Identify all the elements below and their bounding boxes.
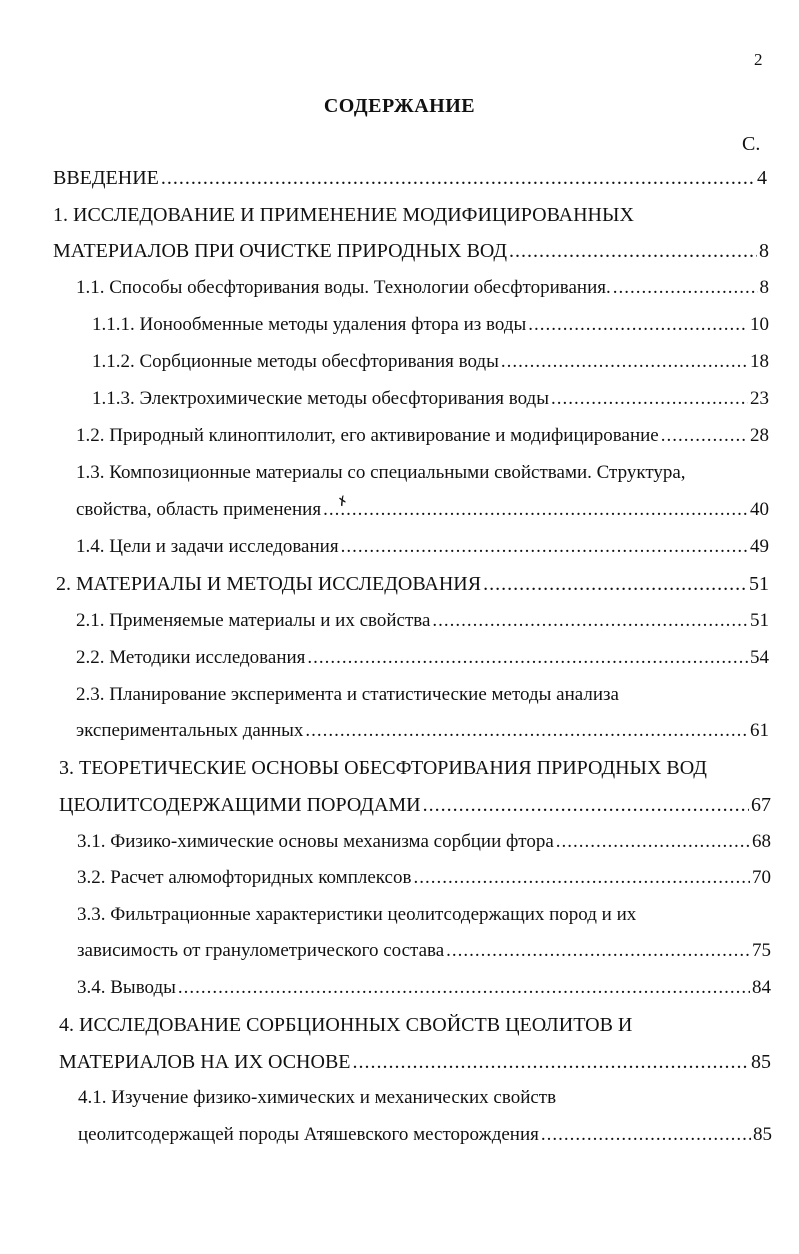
toc-entry-chapter-3[interactable] (59, 793, 771, 817)
leader-dots (613, 276, 758, 300)
leader-dots (556, 830, 750, 854)
toc-entry-page: 8 (759, 240, 769, 262)
toc-entry-page: 51 (749, 573, 769, 595)
toc-entry-text: 1.4. Цели и задачи исследования (76, 536, 339, 557)
toc-entry-page: 28 (750, 425, 769, 446)
leader-dots (483, 572, 747, 596)
toc-entry-chapter-1[interactable] (53, 239, 769, 263)
toc-entry-text: цеолитсодержащей породы Атяшевского месторождения (78, 1124, 539, 1145)
toc-entry-4-1-line1: 4.1. Изучение физико-химических и механических свойств (78, 1087, 557, 1108)
leader-dots (501, 350, 748, 374)
leader-dots (413, 866, 750, 890)
toc-entry-text: 2.2. Методики исследования (76, 647, 306, 668)
toc-entry-page: 61 (750, 720, 769, 741)
toc-entry-page: 85 (751, 1051, 771, 1073)
leader-dots (661, 424, 748, 448)
toc-entry-1-1-3[interactable] (92, 387, 769, 411)
toc-entry-page: 23 (750, 388, 769, 409)
toc-entry-page: 10 (750, 314, 769, 335)
toc-entry-3-4[interactable] (77, 976, 771, 1000)
toc-entry-2-3-line1: 2.3. Планирование эксперимента и статистические методы анализа (76, 684, 619, 705)
toc-entry-page: 68 (752, 831, 771, 852)
page-title: СОДЕРЖАНИЕ (323, 95, 476, 117)
toc-entry-text: 1.1.2. Сорбционные методы обесфторивания воды (92, 351, 499, 372)
toc-entry-text: 1.2. Природный клиноптилолит, его активирование и модифицирование (76, 425, 659, 446)
toc-entry-3-2[interactable] (77, 866, 771, 890)
toc-entry-text: зависимость от гранулометрического состава (77, 940, 445, 961)
toc-entry-text: МАТЕРИАЛОВ НА ИХ ОСНОВЕ (59, 1051, 351, 1073)
leader-dots (323, 498, 748, 522)
toc-entry-text: 3.4. Выводы (77, 977, 176, 998)
toc-entry-chapter-1-line1: 1. ИССЛЕДОВАНИЕ И ПРИМЕНЕНИЕ МОДИФИЦИРОВАННЫХ (53, 204, 634, 226)
toc-entry-text: 1.1.1. Ионообменные методы удаления фтора из воды (92, 314, 527, 335)
toc-entry-2-2[interactable] (76, 646, 769, 670)
toc-entry-page: 84 (752, 977, 771, 998)
toc-entry-page: 67 (751, 794, 771, 816)
toc-entry-1-1-1[interactable] (92, 313, 769, 337)
leader-dots (305, 719, 748, 743)
toc-entry-page: 70 (752, 867, 771, 888)
toc-entry-chapter-2[interactable] (56, 572, 769, 596)
leader-dots (161, 166, 755, 190)
toc-entry-4-1[interactable] (78, 1123, 772, 1147)
stray-mark-icon: ✗ (334, 492, 351, 510)
toc-entry-3-1[interactable] (77, 830, 771, 854)
leader-dots (551, 387, 748, 411)
leader-dots (432, 609, 748, 633)
toc-entry-1-3-line1: 1.3. Композиционные материалы со специальными свойствами. Структура, (76, 462, 686, 483)
toc-entry-page: 8 (759, 277, 769, 298)
toc-entry-1-1-2[interactable] (92, 350, 769, 374)
leader-dots (446, 939, 750, 963)
toc-entry-text: ВВЕДЕНИЕ (53, 167, 159, 189)
toc-entry-page: 4 (757, 167, 767, 189)
toc-entry-page: 85 (753, 1124, 772, 1145)
toc-entry-1-4[interactable] (76, 535, 769, 559)
toc-entry-2-3[interactable] (76, 719, 769, 743)
toc-entry-page: 51 (750, 610, 769, 631)
leader-dots (528, 313, 748, 337)
toc-entry-page: 49 (750, 536, 769, 557)
toc-entry-1-3[interactable] (76, 498, 769, 522)
toc-entry-3-3-line1: 3.3. Фильтрационные характеристики цеолитсодержащих пород и их (77, 904, 637, 925)
leader-dots (509, 239, 757, 263)
toc-entry-text: МАТЕРИАЛОВ ПРИ ОЧИСТКЕ ПРИРОДНЫХ ВОД (53, 240, 507, 262)
toc-entry-text: свойства, область применения (76, 499, 322, 520)
toc-entry-text: 2.1. Применяемые материалы и их свойства (76, 610, 431, 631)
page-column-label: С. (742, 133, 761, 155)
toc-entry-2-1[interactable] (76, 609, 769, 633)
toc-entry-chapter-3-line1: 3. ТЕОРЕТИЧЕСКИЕ ОСНОВЫ ОБЕСФТОРИВАНИЯ ПРИРОДНЫХ ВОД (59, 757, 707, 779)
toc-entry-page: 54 (750, 647, 769, 668)
toc-entry-1-1[interactable] (76, 276, 769, 300)
toc-entry-introduction[interactable] (53, 166, 767, 190)
leader-dots (423, 793, 749, 817)
toc-entry-1-2[interactable] (76, 424, 769, 448)
toc-entry-page: 18 (750, 351, 769, 372)
leader-dots (353, 1050, 749, 1074)
toc-entry-chapter-4-line1: 4. ИССЛЕДОВАНИЕ СОРБЦИОННЫХ СВОЙСТВ ЦЕОЛИТОВ И (59, 1014, 633, 1036)
toc-entry-page: 40 (750, 499, 769, 520)
toc-entry-page: 75 (752, 940, 771, 961)
page-number: 2 (754, 50, 763, 69)
toc-entry-text: 1.1.3. Электрохимические методы обесфторивания воды (92, 388, 549, 409)
toc-entry-3-3[interactable] (77, 939, 771, 963)
leader-dots (178, 976, 750, 1000)
toc-entry-chapter-4[interactable] (59, 1050, 771, 1074)
toc-entry-text: 3.1. Физико-химические основы механизма сорбции фтора (77, 831, 554, 852)
toc-entry-text: экспериментальных данных (76, 720, 304, 741)
toc-entry-text: 3.2. Расчет алюмофторидных комплексов (77, 867, 412, 888)
toc-entry-text: 2. МАТЕРИАЛЫ И МЕТОДЫ ИССЛЕДОВАНИЯ (56, 573, 482, 595)
leader-dots (307, 646, 748, 670)
toc-entry-text: 1.1. Способы обесфторивания воды. Технологии обесфторивания. (76, 277, 611, 298)
toc-entry-text: ЦЕОЛИТСОДЕРЖАЩИМИ ПОРОДАМИ (59, 794, 421, 816)
leader-dots (541, 1123, 751, 1147)
leader-dots (341, 535, 748, 559)
